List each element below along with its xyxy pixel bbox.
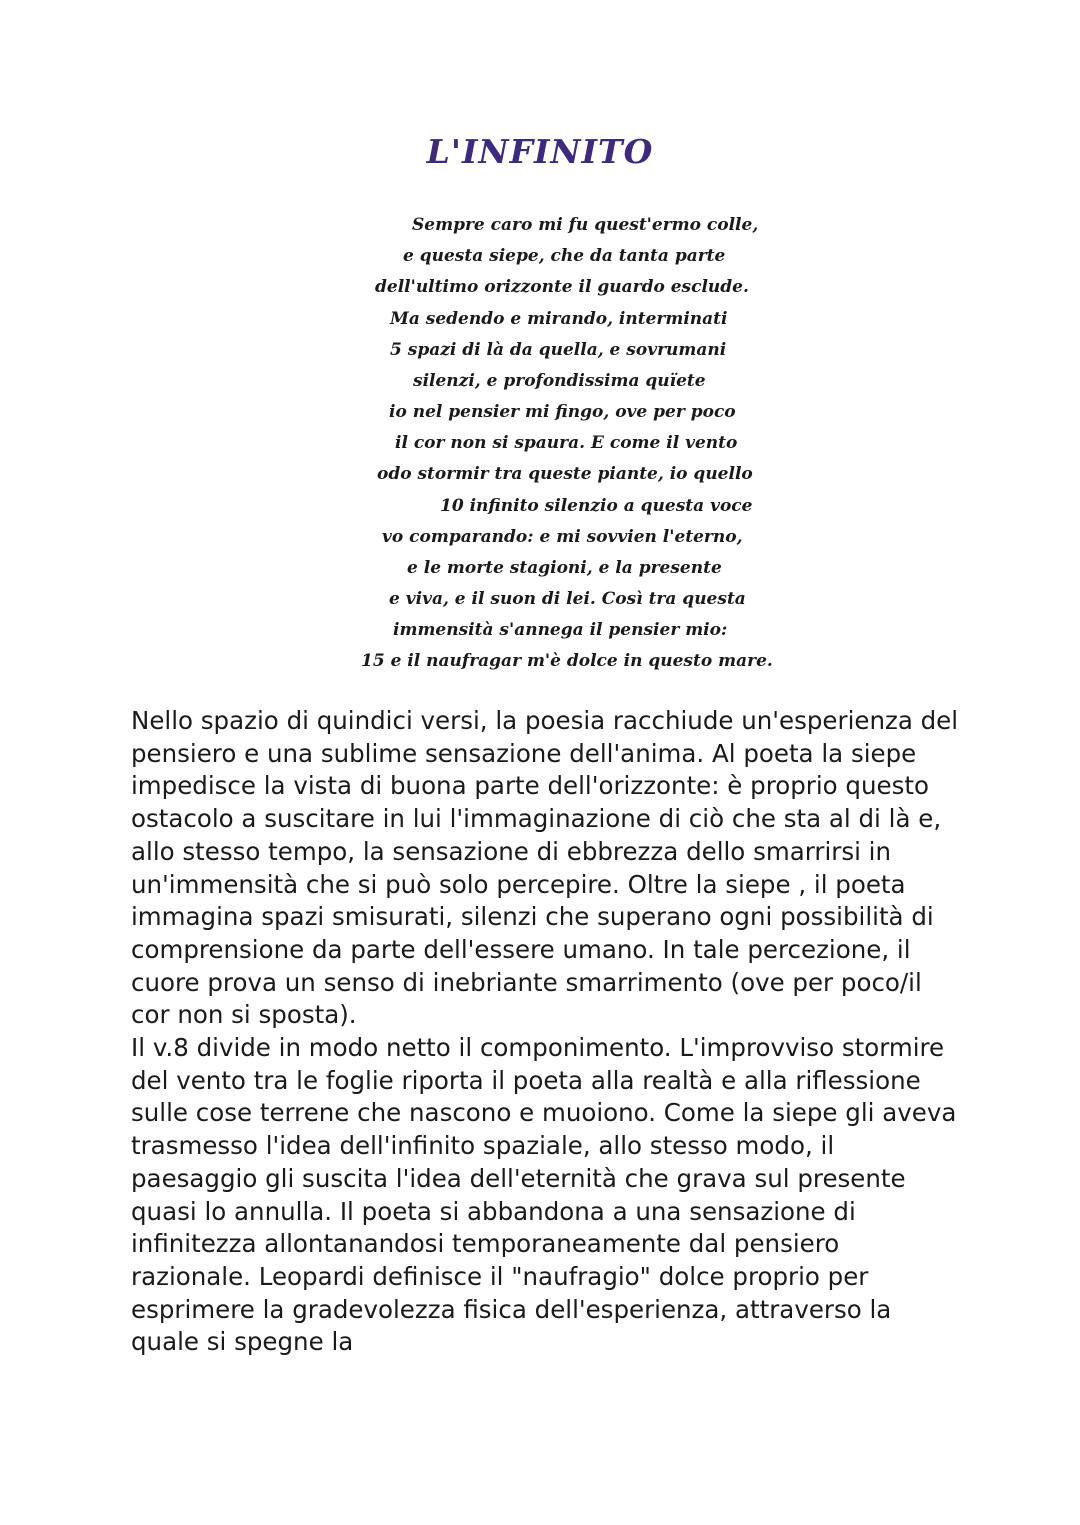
poem-line: dell'ultimo orizzonte il guardo esclude.	[375, 277, 749, 297]
poem-line: Ma sedendo e mirando, interminati	[390, 309, 728, 329]
essay-paragraph: Il v.8 divide in modo netto il componimento. L'improvviso stormire del vento tra le foglie riporta il poeta alla realtà e alla riflessione sulle cose terrene che nascono e muoiono. Come la siepe gli aveva trasmesso l'idea dell'infinito spaziale, allo stesso modo, il paesaggio gli suscita l'idea dell'eternità che grava sul presente quasi lo annulla. Il poeta si abbandona a una sensazione di infinitezza allontanandosi temporaneamente dal pensiero razionale. Leopardi definisce il "naufragio" dolce proprio per esprimere la gradevolezza fisica dell'esperienza, attraverso la quale si spegne la	[131, 1033, 957, 1357]
poem-line: vo comparando: e mi sovvien l'eterno,	[382, 527, 743, 547]
page-title: L'INFINITO	[426, 132, 654, 171]
poem-line: e questa siepe, che da tanta parte	[403, 246, 726, 266]
poem-line: e viva, e il suon di lei. Così tra questa	[389, 589, 746, 609]
poem-line: 10 infinito silenzio a questa voce	[440, 496, 753, 516]
poem-line: e le morte stagioni, e la presente	[407, 558, 722, 578]
poem-line: silenzi, e profondissima quïete	[413, 371, 706, 391]
essay-body	[131, 705, 961, 1359]
poem-line: il cor non si spaura. E come il vento	[395, 433, 738, 453]
poem-line: io nel pensier mi fingo, ove per poco	[389, 402, 736, 422]
poem-line: immensità s'annega il pensier mio:	[393, 620, 728, 640]
poem-line: 15 e il naufragar m'è dolce in questo mare.	[361, 651, 773, 671]
essay-paragraph: Nello spazio di quindici versi, la poesia racchiude un'esperienza del pensiero e una sublime sensazione dell'anima. Al poeta la siepe impedisce la vista di buona parte dell'orizzonte: è proprio questo ostacolo a suscitare in lui l'immaginazione di ciò che sta al di là e, allo stesso tempo, la sensazione di ebbrezza dello smarrirsi in un'immensità che si può solo percepire. Oltre la siepe , il poeta immagina spazi smisurati, silenzi che superano ogni possibilità di comprensione da parte dell'essere umano. In tale percezione, il cuore prova un senso di inebriante smarrimento (ove per poco/il cor non si sposta).	[131, 706, 959, 1030]
poem-line: 5 spazi di là da quella, e sovrumani	[390, 340, 727, 360]
poem-line: odo stormir tra queste piante, io quello	[377, 464, 753, 484]
poem-line: Sempre caro mi fu quest'ermo colle,	[412, 215, 759, 235]
